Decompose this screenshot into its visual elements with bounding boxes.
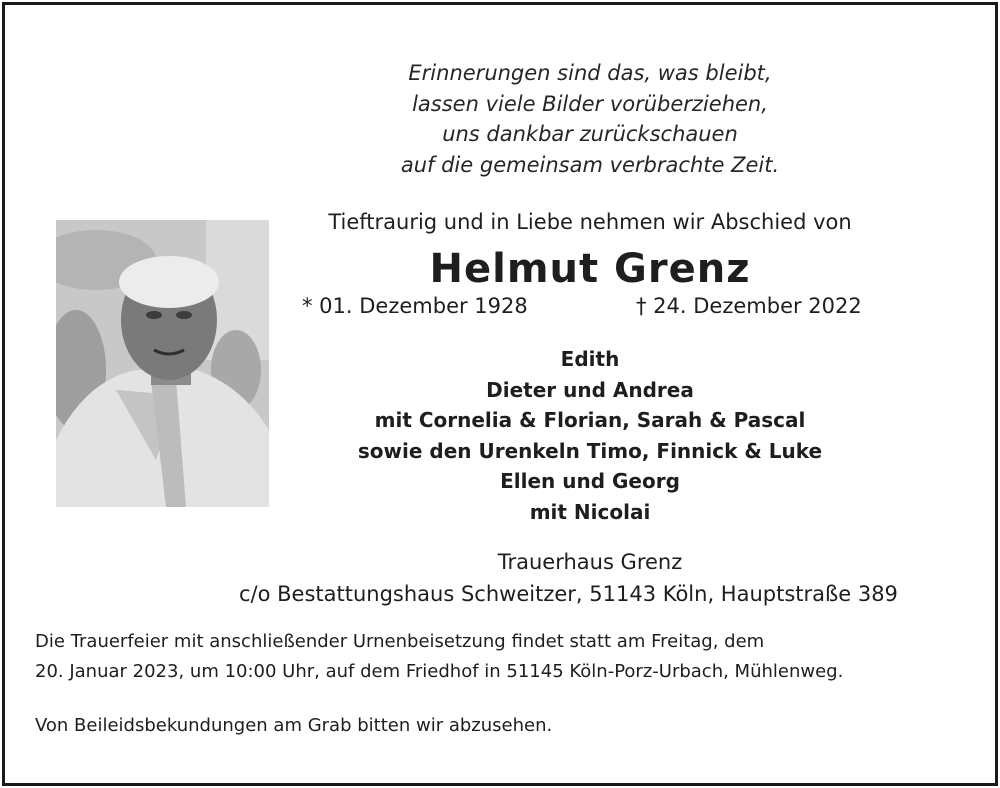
memorial-poem [290,58,890,180]
poem-line: Erinnerungen sind das, was bleibt, [408,61,772,85]
poem-line: auf die gemeinsam verbrachte Zeit. [400,152,780,177]
death-date: † 24. Dezember 2022 [636,294,862,318]
family-line: mit Nicolai [529,499,651,524]
portrait-photo [56,220,269,507]
birth-date: * 01. Dezember 1928 [302,294,528,318]
family-line: Ellen und Georg [500,469,680,494]
poem-line: uns dankbar zurückschauen [442,122,738,146]
family-line: Dieter und Andrea [486,377,694,402]
family-line: mit Cornelia & Florian, Sarah & Pascal [374,408,806,433]
farewell-intro: Tieftraurig und in Liebe nehmen wir Abschied von [328,210,852,234]
family-mourners [290,344,890,528]
poem-line: lassen viele Bilder vorüberziehen, [412,91,768,116]
mourning-house-title: Trauerhaus Grenz [497,550,683,574]
ceremony-line: Die Trauerfeier mit anschließender Urnenbeisetzung findet statt am Freitag, dem [35,631,765,652]
ceremony-notice [35,627,843,686]
family-line: Edith [560,347,620,371]
mourning-house-address: c/o Bestattungshaus Schweitzer, 51143 Köln, Hauptstraße 389 [239,582,898,606]
condolence-note: Von Beileidsbekundungen am Grab bitten wir abzusehen. [35,715,553,736]
ceremony-line: 20. Januar 2023, um 10:00 Uhr, auf dem Friedhof in 51145 Köln-Porz-Urbach, Mühlenweg. [35,660,844,682]
portrait-illustration [56,220,269,507]
deceased-name: Helmut Grenz [429,246,751,292]
family-line: sowie den Urenkeln Timo, Finnick & Luke [357,438,823,463]
